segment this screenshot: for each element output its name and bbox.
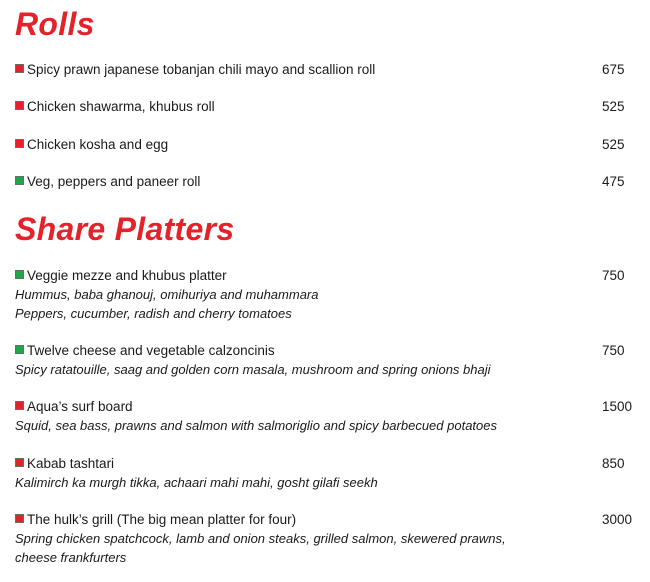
veg-marker-icon	[15, 345, 24, 354]
non-veg-marker-icon	[15, 101, 24, 110]
item-description: Spring chicken spatchcock, lamb and onion steaks, grilled salmon, skewered prawns,	[15, 531, 506, 546]
item-name: The hulk’s grill (The big mean platter for four)	[27, 512, 297, 527]
veg-marker-icon	[15, 270, 24, 279]
item-description: Peppers, cucumber, radish and cherry tomatoes	[15, 305, 292, 321]
item-description: Squid, sea bass, prawns and salmon with salmoriglio and spicy barbecued potatoes	[15, 418, 497, 433]
veg-marker-icon	[15, 176, 24, 185]
item-price: 475	[602, 174, 625, 189]
menu-item	[15, 173, 635, 192]
item-name: Veggie mezze and khubus platter	[27, 268, 227, 283]
menu-item	[15, 511, 635, 567]
non-veg-marker-icon	[15, 139, 24, 148]
non-veg-marker-icon	[15, 401, 24, 410]
item-price: 750	[602, 343, 625, 358]
item-name: Twelve cheese and vegetable calzoncinis	[27, 343, 275, 358]
item-name: Chicken shawarma, khubus roll	[27, 99, 215, 114]
item-description: cheese frankfurters	[15, 549, 127, 565]
item-name: Spicy prawn japanese tobanjan chili mayo and scallion roll	[27, 62, 376, 77]
item-price: 850	[602, 456, 625, 471]
menu-item	[15, 398, 635, 436]
non-veg-marker-icon	[15, 64, 24, 73]
non-veg-marker-icon	[15, 514, 24, 523]
menu-item	[15, 267, 635, 323]
item-description: Spicy ratatouille, saag and golden corn masala, mushroom and spring onions bhaji	[15, 362, 491, 377]
item-price: 750	[602, 268, 625, 283]
menu-item	[15, 455, 635, 493]
menu-item	[15, 61, 635, 80]
non-veg-marker-icon	[15, 458, 24, 467]
item-description: Hummus, baba ghanouj, omihuriya and muhammara	[15, 287, 319, 302]
item-price: 525	[602, 137, 625, 152]
section-title-rolls: Rolls	[15, 6, 95, 42]
menu-item	[15, 342, 635, 380]
item-price: 1500	[602, 399, 633, 414]
menu-item	[15, 136, 635, 155]
item-price: 3000	[602, 512, 633, 527]
item-price: 675	[602, 62, 625, 77]
section-title-share-platters: Share Platters	[15, 211, 235, 247]
item-name: Veg, peppers and paneer roll	[27, 174, 201, 189]
menu-item	[15, 98, 635, 117]
item-name: Aqua’s surf board	[27, 399, 133, 414]
item-description: Kalimirch ka murgh tikka, achaari mahi mahi, gosht gilafi seekh	[15, 475, 378, 490]
item-name: Chicken kosha and egg	[27, 137, 169, 152]
item-price: 525	[602, 99, 625, 114]
item-name: Kabab tashtari	[27, 456, 115, 471]
